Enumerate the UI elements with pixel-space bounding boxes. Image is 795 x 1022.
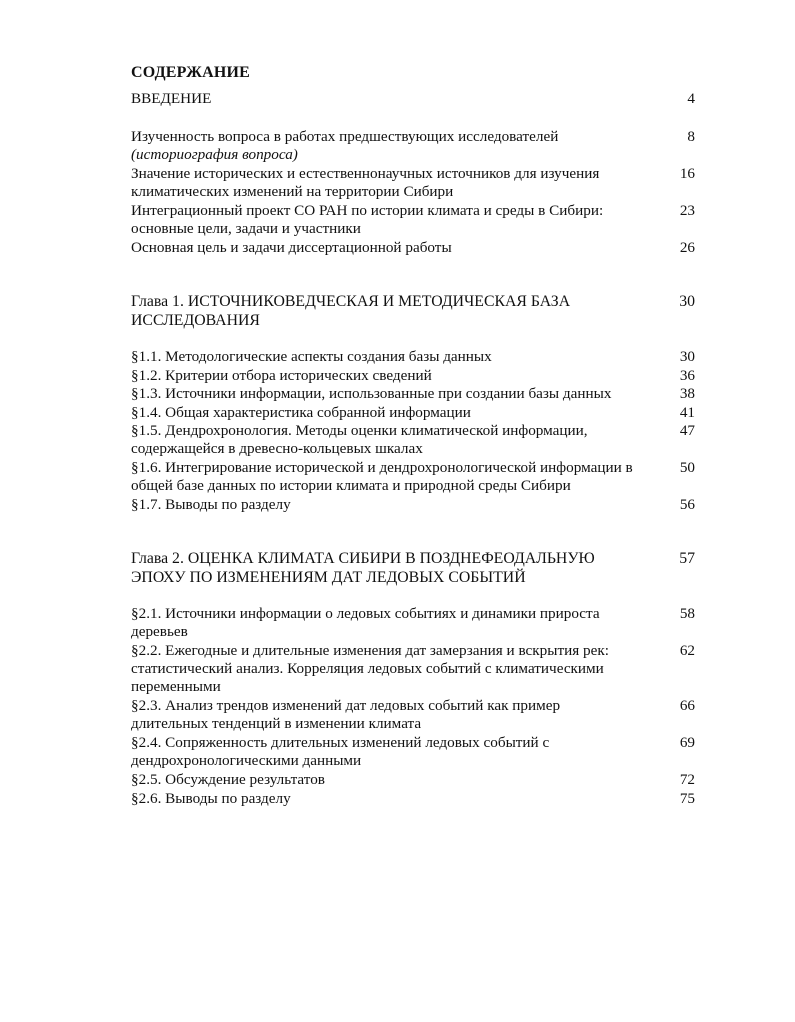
toc-section-1-5: [131, 422, 695, 458]
toc-section-1-4: [131, 404, 695, 422]
toc-section-2-4: [131, 734, 695, 770]
toc-chapter-2: [131, 549, 695, 587]
toc-entry-text: §2.1. Источники информации о ледовых событиях и динамики прироста деревьев: [131, 605, 600, 640]
toc-entry-text: §2.6. Выводы по разделу: [131, 790, 291, 807]
toc-entry-text: §2.2. Ежегодные и длительные изменения дат замерзания и вскрытия рек: статистический анализ. Корреляция ледовых событий с климатическими переменными: [131, 642, 609, 695]
toc-page-number: 30: [679, 348, 695, 365]
toc-entry-text: §2.3. Анализ трендов изменений дат ледовых событий как пример длительных тенденций в изменении климата: [131, 697, 561, 732]
toc-section-1-6: [131, 459, 695, 495]
toc-chapter-1: [131, 292, 695, 330]
toc-page-number: 30: [679, 293, 695, 310]
toc-entry-text: §1.5. Дендрохронология. Методы оценки климатической информации, содержащейся в древесно-кольцевых шкалах: [131, 422, 588, 457]
toc-page-number: 58: [679, 605, 695, 622]
toc-entry-introduction: [131, 90, 695, 108]
toc-page-number: 69: [679, 734, 695, 751]
toc-entry-text: Основная цель и задачи диссертационной работы: [131, 239, 452, 256]
toc-page-number: 50: [679, 459, 695, 476]
toc-entry-project: [131, 202, 695, 238]
toc-entry-sources: [131, 165, 695, 201]
toc-section-2-2: [131, 642, 695, 696]
toc-entry-goals: [131, 239, 695, 257]
page-title: СОДЕРЖАНИЕ: [131, 64, 251, 81]
toc-page-number: 47: [679, 422, 695, 439]
toc-section-2-6: [131, 790, 695, 808]
toc-page-number: 56: [679, 496, 695, 513]
toc-page-number: 66: [679, 697, 695, 714]
toc-page-number: 16: [679, 165, 695, 182]
toc-page-number: 4: [687, 90, 695, 107]
toc-entry-text: [131, 128, 651, 164]
toc-section-1-3: [131, 385, 695, 403]
toc-entry-text: §2.5. Обсуждение результатов: [131, 771, 325, 788]
toc-page-number: 23: [679, 202, 695, 219]
toc-page-number: 75: [679, 790, 695, 807]
toc-chapter-title: Глава 2. ОЦЕНКА КЛИМАТА СИБИРИ В ПОЗДНЕФЕОДАЛЬНУЮ ЭПОХУ ПО ИЗМЕНЕНИЯМ ДАТ ЛЕДОВЫХ СОБЫТИЙ: [131, 550, 595, 586]
toc-page-number: 41: [679, 404, 695, 421]
toc-section-2-1: [131, 605, 695, 641]
toc-section-1-7: [131, 496, 695, 514]
toc-entry-historiography: [131, 128, 695, 164]
toc-page-number: 57: [679, 550, 695, 567]
toc-page-number: 62: [679, 642, 695, 659]
toc-entry-text: ВВЕДЕНИЕ: [131, 90, 212, 107]
toc-entry-text: §2.4. Сопряженность длительных изменений ледовых событий с дендрохронологическими данными: [131, 734, 550, 769]
toc-section-1-2: [131, 367, 695, 385]
toc-page-number: 72: [679, 771, 695, 788]
toc-entry-text: §1.3. Источники информации, использованные при создании базы данных: [131, 385, 612, 402]
toc-entry-text: §1.6. Интегрирование исторической и дендрохронологической информации в общей базе данных по истории климата и природной среды Сибири: [131, 459, 633, 494]
toc-entry-text: Интеграционный проект СО РАН по истории климата и среды в Сибири: основные цели, задачи и участники: [131, 202, 604, 237]
toc-entry-text: §1.2. Критерии отбора исторических сведений: [131, 367, 432, 384]
toc-page-number: 26: [679, 239, 695, 256]
toc-entry-text: §1.7. Выводы по разделу: [131, 496, 291, 513]
toc-entry-text: §1.4. Общая характеристика собранной информации: [131, 404, 471, 421]
toc-chapter-title: Глава 1. ИСТОЧНИКОВЕДЧЕСКАЯ И МЕТОДИЧЕСКАЯ БАЗА ИССЛЕДОВАНИЯ: [131, 293, 571, 329]
toc-section-1-1: [131, 348, 695, 366]
toc-section-2-3: [131, 697, 695, 733]
toc-entry-text: Значение исторических и естественнонаучных источников для изучения климатических изменений на территории Сибири: [131, 165, 600, 200]
toc-entry-text: §1.1. Методологические аспекты создания базы данных: [131, 348, 492, 365]
toc-page-number: 8: [687, 128, 695, 145]
toc-page-number: 36: [679, 367, 695, 384]
toc-page-number: 38: [679, 385, 695, 402]
toc-section-2-5: [131, 771, 695, 789]
toc-entry-text-main: Изученность вопроса в работах предшествующих исследователей: [131, 128, 559, 145]
toc-entry-text-italic: (историография вопроса): [131, 146, 298, 163]
